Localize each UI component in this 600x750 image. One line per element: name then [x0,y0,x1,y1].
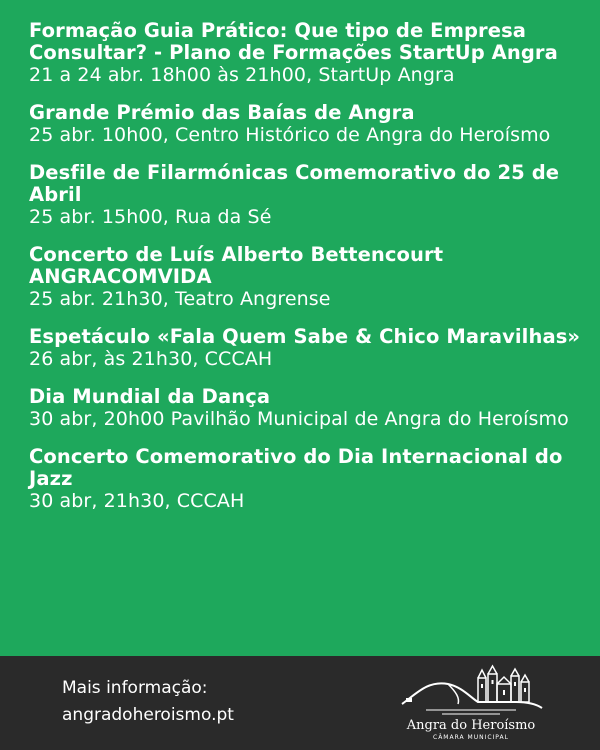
event-item [29,446,589,513]
event-item [29,386,589,431]
event-title: Concerto Comemorativo do Dia Internacional do Jazz [29,445,563,490]
logo-name: Angra do Heroísmo [406,718,536,733]
event-detail: 30 abr, 21h30, CCCAH [29,490,245,512]
event-title: Grande Prémio das Baías de Angra [29,101,415,124]
event-list [29,20,589,528]
event-item [29,162,589,229]
footer-info [62,675,234,729]
municipality-logo [396,664,546,746]
event-title: Desfile de Filarmónicas Comemorativo do 25 de Abril [29,161,560,206]
event-detail: 25 abr. 15h00, Rua da Sé [29,206,272,228]
website-link[interactable]: angradoheroismo.pt [62,705,234,725]
event-item [29,244,589,311]
event-detail: 30 abr, 20h00 Pavilhão Municipal de Angra do Heroísmo [29,408,569,430]
logo-subtitle: CÂMARA MUNICIPAL [433,734,509,741]
footer-bar [0,656,600,750]
event-title: Dia Mundial da Dança [29,385,271,408]
event-detail: 26 abr, às 21h30, CCCAH [29,348,273,370]
event-detail: 25 abr. 21h30, Teatro Angrense [29,288,331,310]
event-title: Concerto de Luís Alberto Bettencourt ANGRACOMVIDA [29,243,444,288]
event-item [29,102,589,147]
angra-skyline-logo-icon [396,664,546,720]
event-item [29,20,589,87]
event-title: Formação Guia Prático: Que tipo de Empresa Consultar? - Plano de Formações StartUp Angra [29,19,558,64]
event-detail: 25 abr. 10h00, Centro Histórico de Angra do Heroísmo [29,124,551,146]
event-item [29,326,589,371]
event-title: Espetáculo «Fala Quem Sabe & Chico Maravilhas» [29,325,581,348]
more-info-label: Mais informação: [62,678,208,698]
event-detail: 21 a 24 abr. 18h00 às 21h00, StartUp Angra [29,64,455,86]
